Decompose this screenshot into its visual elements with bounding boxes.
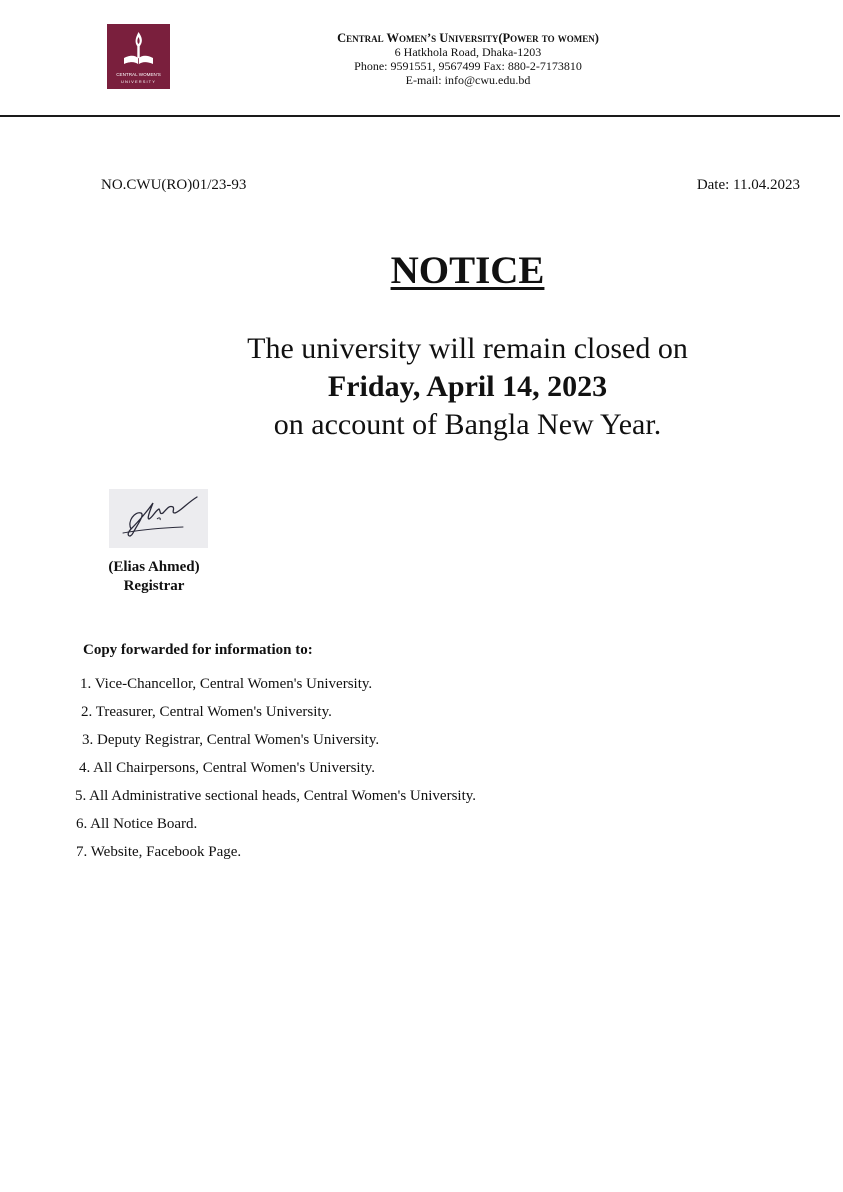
- book-flame-icon: [107, 24, 170, 74]
- list-item: 6. All Notice Board.: [76, 816, 198, 832]
- notice-line-1: The university will remain closed on: [247, 332, 688, 365]
- logo-text-line1: CENTRAL WOMEN'S: [116, 72, 161, 77]
- notice-date: Date: 11.04.2023: [696, 177, 800, 193]
- signatory-block: [95, 558, 213, 596]
- list-item: 2. Treasurer, Central Women's University.: [81, 704, 332, 720]
- list-item: 4. All Chairpersons, Central Women's University.: [79, 760, 376, 776]
- list-item: 5. All Administrative sectional heads, Central Women's University.: [75, 788, 477, 804]
- university-email: E-mail: info@cwu.edu.bd: [405, 73, 531, 87]
- notice-body: [0, 330, 843, 444]
- notice-title: NOTICE: [390, 249, 545, 292]
- list-item: 7. Website, Facebook Page.: [76, 844, 242, 860]
- list-item: 1. Vice-Chancellor, Central Women's University.: [80, 676, 373, 692]
- signatory-name: (Elias Ahmed): [108, 559, 200, 575]
- signatory-title: Registrar: [123, 578, 185, 594]
- notice-closure-date: Friday, April 14, 2023: [327, 370, 608, 403]
- logo-text-line2: UNIVERSITY: [120, 79, 156, 84]
- list-item: 3. Deputy Registrar, Central Women's University.: [82, 732, 380, 748]
- signature-image: [109, 489, 208, 548]
- header-divider: [0, 115, 840, 117]
- university-logo: [107, 24, 170, 89]
- university-address: 6 Hatkhola Road, Dhaka-1203: [394, 45, 542, 59]
- notice-line-3: on account of Bangla New Year.: [273, 408, 662, 441]
- university-phone: Phone: 9591551, 9567499 Fax: 880-2-7173810: [354, 59, 582, 73]
- registrar-signature: [109, 489, 208, 548]
- university-name: Central Women’s University(Power to women): [337, 31, 599, 45]
- copy-forward-heading: Copy forwarded for information to:: [83, 642, 313, 658]
- reference-number: NO.CWU(RO)01/23-93: [101, 177, 247, 193]
- letterhead: [290, 31, 646, 87]
